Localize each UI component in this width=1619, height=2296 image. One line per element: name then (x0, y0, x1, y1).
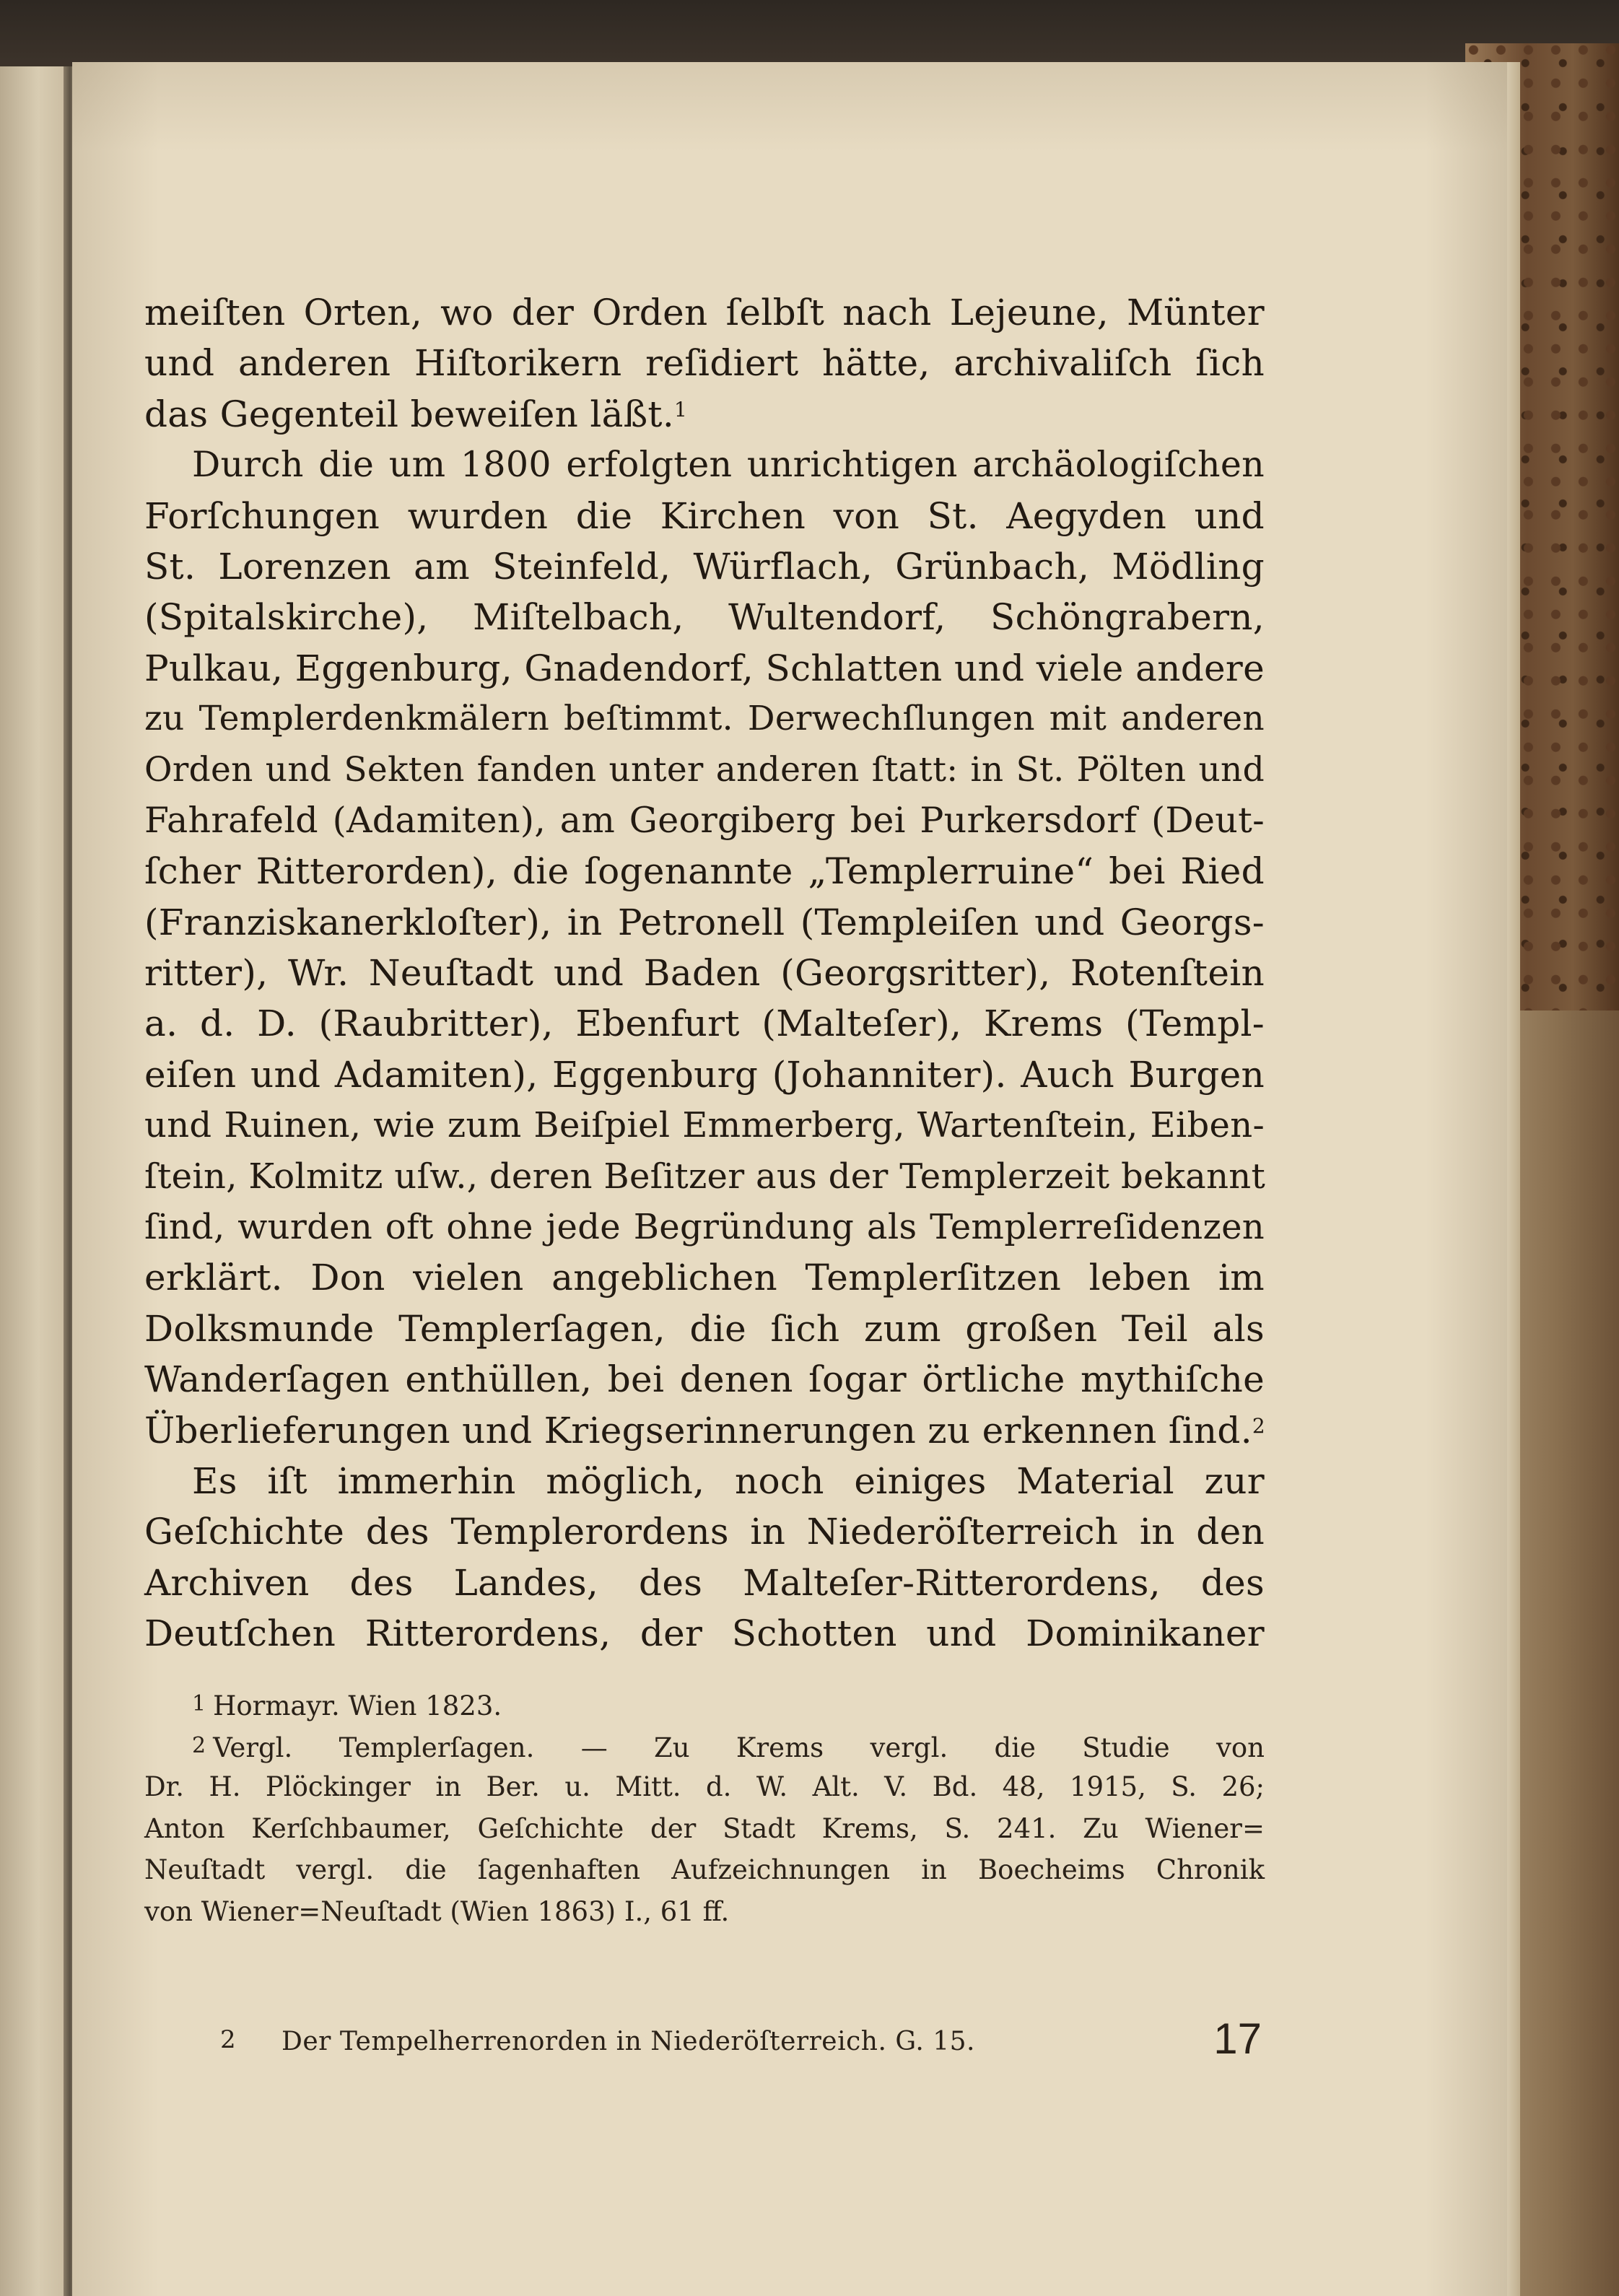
text-line: Durch die um 1800 erfolgten unrichtigen archäologiſchen (192, 444, 1265, 486)
text-line: das Gegenteil beweiſen läßt.$^1$ (144, 393, 688, 435)
text-line: Dolksmunde Templerſagen, die ſich zum großen Teil als (144, 1307, 1265, 1350)
text-line: und Ruinen, wie zum Beiſpiel Emmerberg, Wartenſtein, Eiben- (144, 1105, 1265, 1146)
text-line: und anderen Hiſtorikern reſidiert hätte, archivaliſch ſich (144, 342, 1265, 385)
text-line: Fahrafeld (Adamiten), am Georgiberg bei Purkersdorf (Deut- (144, 799, 1265, 841)
footnote-number: 2 (192, 1732, 206, 1758)
text-line: Archiven des Landes, des Malteſer-Ritterordens, des (144, 1561, 1265, 1604)
footnote-line: Dr. H. Plöckinger in Ber. u. Mitt. d. W. Alt. V. Bd. 48, 1915, S. 26; (144, 1771, 1265, 1803)
text-line: Pulkau, Eggenburg, Gnadendorf, Schlatten und viele andere (144, 647, 1265, 689)
page-edge (1507, 62, 1520, 2296)
footnote-line: Neuſtadt vergl. die ſagenhaften Aufzeichnungen in Boecheims Chronik (144, 1854, 1265, 1886)
text-line: Forſchungen wurden die Kirchen von St. Aegyden und (144, 494, 1265, 537)
running-footer: Der Tempelherrenorden in Niederöſterreich. G. 15. (282, 2027, 975, 2056)
text-line: Wanderſagen enthüllen, bei denen ſogar örtliche mythiſche (144, 1358, 1265, 1401)
text-line: Es iſt immerhin möglich, noch einiges Material zur (192, 1459, 1265, 1502)
text-line: Deutſchen Ritterordens, der Schotten und Dominikaner (144, 1612, 1265, 1655)
text-line: (Spitalskirche), Miſtelbach, Wultendorf, Schöngrabern, (144, 596, 1265, 639)
page-number: 17 (1213, 2015, 1262, 2063)
footnotes (144, 1683, 1265, 1933)
text-line: ſcher Ritterorden), die ſogenannte „Templerruine“ bei Ried (144, 850, 1265, 893)
text-line: zu Templerdenkmälern beſtimmt. Derwechſlungen mit anderen (144, 699, 1265, 739)
footnote-line: von Wiener=Neuſtadt (Wien 1863) I., 61 ff. (144, 1895, 730, 1927)
text-line: Orden und Sekten fanden unter anderen ſtatt: in St. Pölten und (144, 749, 1265, 790)
footnote-number: 1 (192, 1691, 206, 1716)
footnote-ref: 1 (674, 397, 688, 422)
footnote-ref: 2 (1252, 1413, 1266, 1438)
text-line: Geſchichte des Templerordens in Niederöſterreich in den (144, 1511, 1265, 1553)
footnote-2: 2 Vergl. Templerſagen. — Zu Krems vergl. die Studie von (192, 1732, 1265, 1763)
previous-page-edge (0, 66, 69, 2296)
text-line: eiſen und Adamiten), Eggenburg (Johanniter). Auch Burgen (144, 1053, 1265, 1096)
text-line: a. d. D. (Raubritter), Ebenfurt (Malteſer), Krems (Templ- (144, 1003, 1265, 1045)
signature-mark: 2 (220, 2025, 236, 2054)
text-line: Überlieferungen und Kriegserinnerungen zu erkennen ſind.$^2$ (144, 1409, 1266, 1452)
text-line: ſtein, Kolmitz uſw., deren Beſitzer aus der Templerzeit bekannt (144, 1156, 1266, 1197)
footnote-1: 1 Hormayr. Wien 1823. (192, 1690, 502, 1721)
page-footer (144, 2014, 1265, 2072)
text-line: St. Lorenzen am Steinfeld, Würflach, Grünbach, Mödling (144, 545, 1265, 588)
text-line: meiſten Orten, wo der Orden ſelbſt nach Lejeune, Münter (144, 292, 1265, 333)
text-line: (Franziskanerkloſter), in Petronell (Templeiſen und Georgs- (144, 901, 1265, 943)
text-line: ritter), Wr. Neuſtadt und Baden (Georgsritter), Rotenſtein (144, 952, 1265, 995)
text-line: ſind, wurden oft ohne jede Begründung als Templerreſidenzen (144, 1207, 1265, 1248)
footnote-line: Anton Kerſchbaumer, Geſchichte der Stadt Krems, S. 241. Zu Wiener= (144, 1812, 1265, 1844)
text-line: erklärt. Don vielen angeblichen Templerſitzen leben im (144, 1257, 1265, 1299)
body-text (144, 287, 1265, 1659)
